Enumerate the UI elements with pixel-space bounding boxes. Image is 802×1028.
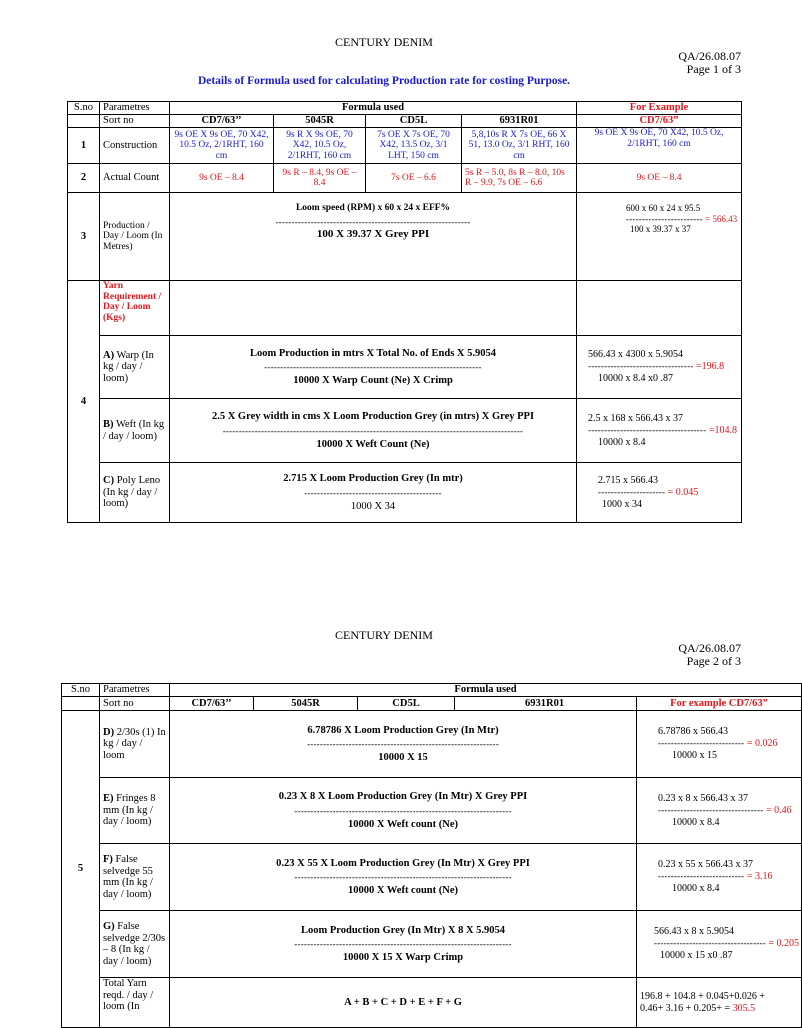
fraction-line: -------------------------------------------: [304, 487, 442, 498]
formula-table-page1: [67, 101, 742, 523]
row5d-example-num: 6.78786 x 566.43: [658, 726, 728, 737]
row5f-example-num: 0.23 x 55 x 566.43 x 37: [658, 859, 753, 870]
row5d-example: [637, 711, 802, 778]
row4b-numerator: 2.5 X Grey width in cms X Loom Production Grey (in mtrs) X Grey PPI: [211, 411, 535, 422]
row4c-label: C): [103, 475, 115, 487]
row1-example: 9s OE X 9s OE, 70 X42, 10.5 Oz, 2/1RHT, 160 cm: [577, 128, 742, 164]
row5-total-example-line1: 196.8 + 104.8 + 0.045+0.026 +: [640, 990, 766, 1002]
row4c-param: [100, 463, 170, 523]
row2-param: Actual Count: [100, 164, 170, 193]
fraction-line: -------------------------------------------------------------: [275, 216, 471, 227]
row5g-text: False selvedge 2/30s – 8 (In kg / day / loom): [103, 921, 166, 967]
sort-cd7: CD7/63’’: [170, 115, 274, 128]
row4b-example-line: ------------------------------------- =104.8: [588, 424, 737, 436]
row5f-example-result: = 3.16: [746, 871, 773, 882]
fraction-line: --------------------------------------------------------------------: [264, 362, 482, 372]
page-number: Page 1 of 3: [686, 62, 741, 76]
formula-table-page2: [61, 683, 802, 1028]
row4-heading: Yarn Requirement / Day / Loom (Kgs): [100, 281, 170, 336]
row5d-text: 2/30s (1) In kg / day / loom: [103, 726, 166, 761]
row4c-text: Poly Leno (In kg / day / loom): [103, 475, 161, 510]
row4b-label: B): [103, 419, 114, 430]
col-sno-header-page2: S.no: [62, 684, 100, 697]
row4b-example-num: 2.5 x 168 x 566.43 x 37: [588, 412, 684, 424]
row5e-formula: [170, 778, 637, 844]
row3-example-result: = 566.43: [705, 213, 738, 224]
row4a-example: [577, 336, 742, 399]
sort-no-label-page2: Sort no: [100, 697, 170, 711]
sort-cd5l: CD5L: [366, 115, 462, 128]
row4a-example-result: =196.8: [696, 361, 725, 372]
fraction-line: ------------------------------------------------------------: [307, 739, 499, 749]
row5e-example-result: = 0.46: [766, 804, 792, 816]
row5e-example-line: --------------------------------- = 0.46: [658, 804, 792, 816]
fraction-line: --------------------------------------------------------------------: [294, 939, 512, 949]
row5d-formula: [170, 711, 637, 778]
row4b-example-result: =104.8: [708, 424, 737, 436]
row3-example-den: 100 x 39.37 x 37: [630, 224, 691, 234]
row5g-example-result: = 0.205: [768, 938, 800, 949]
row5e-text: Fringes 8 mm (In kg / day / loom): [103, 793, 156, 828]
sort-6931r01: 6931R01: [462, 115, 577, 128]
row5e-example: [637, 778, 802, 844]
row4b-formula: [170, 399, 577, 463]
row3-example-line: ------------------------ = 566.43: [626, 213, 738, 224]
example-header-page2: For example CD7/63”: [637, 697, 802, 711]
row5g-numerator: Loom Production Grey (In Mtr) X 8 X 5.9054: [300, 924, 506, 936]
sort-no-label: Sort no: [100, 115, 170, 128]
doc-ref-block: [678, 50, 741, 76]
row4c-example-result: = 0.045: [667, 486, 699, 498]
row1-val-cd5l: 7s OE X 7s OE, 70 X42, 13.5 Oz, 3/1 LHT, 150 cm: [366, 128, 462, 164]
row5g-example: [637, 911, 802, 978]
row2-val-cd5l: 7s OE – 6.6: [366, 164, 462, 193]
row4a-example-num: 566.43 x 4300 x 5.9054: [588, 349, 684, 360]
col-param-header-page2: Parametres: [100, 684, 170, 697]
row5d-denominator: 10000 X 15: [378, 752, 428, 763]
row4c-example: [577, 463, 742, 523]
row4b-denominator: 10000 X Weft Count (Ne): [316, 438, 430, 450]
row3-denominator: 100 X 39.37 X Grey PPI: [316, 227, 430, 240]
doc-ref-page2: QA/26.08.07: [678, 641, 741, 655]
row5d-numerator: 6.78786 X Loom Production Grey (In Mtr): [307, 724, 499, 736]
row5g-example-num: 566.43 x 8 x 5.9054: [654, 926, 734, 937]
row5g-param: [100, 911, 170, 978]
row5f-param: [100, 844, 170, 911]
company-header: CENTURY DENIM: [335, 35, 433, 49]
row4a-text: Warp (In kg / day / loom): [103, 349, 154, 384]
row5f-example: [637, 844, 802, 911]
row5e-param: [100, 778, 170, 844]
row5e-denominator: 10000 X Weft count (Ne): [347, 818, 459, 830]
row4c-example-num: 2.715 x 566.43: [598, 474, 659, 486]
row2-val-6931r01: 5s R – 5.0, 8s R – 8.0, 10s R – 9.9, 7s OE – 6.6: [462, 164, 577, 193]
row5g-label: G): [103, 921, 115, 932]
row4c-numerator: 2.715 X Loom Production Grey (In mtr): [283, 473, 463, 484]
row5f-denominator: 10000 X Weft count (Ne): [347, 885, 459, 896]
row3-param: Production / Day / Loom (In Metres): [100, 193, 170, 281]
row4a-label: A): [103, 349, 115, 361]
row4b-param: [100, 399, 170, 463]
row4c-denominator: 1000 X 34: [350, 500, 396, 512]
col-formula-header: Formula used: [170, 102, 577, 115]
row5f-text: False selvedge 55 mm (In kg / day / loom): [103, 854, 153, 900]
row4-sno: 4: [68, 281, 100, 523]
row4a-formula: [170, 336, 577, 399]
row3-example-num: 600 x 60 x 24 x 95.5: [626, 203, 701, 213]
row4c-example-line: --------------------- = 0.045: [598, 486, 699, 498]
row4a-numerator: Loom Production in mtrs X Total No. of Ends X 5.9054: [250, 347, 497, 359]
sort-cd5l-page2: CD5L: [358, 697, 455, 711]
row5-total-formula: A + B + C + D + E + F + G: [170, 978, 637, 1028]
row4a-example-den: 10000 x 8.4 x0 .87: [598, 373, 674, 384]
row5d-example-result: = 0.026: [746, 738, 778, 749]
col-sno-header: S.no: [68, 102, 100, 115]
document-subtitle: Details of Formula used for calculating Production rate for costing Purpose.: [197, 75, 571, 87]
example-sort: CD7/63”: [577, 115, 742, 128]
row3-formula: [170, 193, 577, 281]
row5g-denominator: 10000 X 15 X Warp Crimp: [342, 952, 464, 963]
row5e-example-num: 0.23 x 8 x 566.43 x 37: [658, 792, 748, 804]
row4a-denominator: 10000 X Warp Count (Ne) X Crimp: [293, 375, 453, 386]
row5g-example-line: ----------------------------------- = 0.205: [654, 938, 800, 949]
row3-example: [577, 193, 742, 281]
row1-sno: 1: [68, 128, 100, 164]
row2-val-5045r: 9s R – 8.4, 9s OE – 8.4: [274, 164, 366, 193]
page-number-page2: Page 2 of 3: [686, 654, 741, 668]
doc-ref: QA/26.08.07: [678, 49, 741, 63]
row5-total-example-result: 305.5: [732, 1002, 756, 1014]
col-param-header: Parametres: [100, 102, 170, 115]
row2-example: 9s OE – 8.4: [577, 164, 742, 193]
row5-sno: 5: [62, 711, 100, 1028]
row2-val-cd7: 9s OE – 8.4: [170, 164, 274, 193]
row4b-text: Weft (In kg / day / loom): [103, 419, 165, 442]
row5g-formula: [170, 911, 637, 978]
row5f-numerator: 0.23 X 55 X Loom Production Grey (In Mtr) X Grey PPI: [276, 857, 530, 869]
row3-numerator: Loom speed (RPM) x 60 x 24 x EFF%: [295, 203, 451, 213]
row5e-example-den: 10000 x 8.4: [672, 816, 720, 828]
row5g-example-den: 10000 x 15 x0 .87: [660, 950, 733, 961]
sort-6931r01-page2: 6931R01: [455, 697, 637, 711]
row5d-param: [100, 711, 170, 778]
row5e-label: E): [103, 793, 114, 805]
row1-val-5045r: 9s R X 9s OE, 70 X42, 10.5 Oz, 2/1RHT, 160 cm: [274, 128, 366, 164]
row1-val-6931r01: 5,8,10s R X 7s OE, 66 X 51, 13.0 Oz, 3/1 RHT, 160 cm: [462, 128, 577, 164]
row4a-example-line: --------------------------------- =196.8: [588, 361, 725, 372]
row5-total-example: [637, 978, 802, 1028]
row5f-formula: [170, 844, 637, 911]
row1-val-cd7: 9s OE X 9s OE, 70 X42, 10.5 Oz, 2/1RHT, 160 cm: [170, 128, 274, 164]
row3-sno: 3: [68, 193, 100, 281]
company-header-page2: CENTURY DENIM: [335, 628, 433, 642]
fraction-line: ----------------------------------------------------------------------------------------------: [222, 425, 524, 436]
row4c-formula: [170, 463, 577, 523]
col-formula-header-page2: Formula used: [170, 684, 802, 697]
sort-5045r-page2: 5045R: [254, 697, 358, 711]
row4b-example-den: 10000 x 8.4: [598, 436, 646, 448]
row5d-example-line: --------------------------- = 0.026: [658, 738, 778, 749]
sort-5045r: 5045R: [274, 115, 366, 128]
row4b-example: [577, 399, 742, 463]
row5e-numerator: 0.23 X 8 X Loom Production Grey (In Mtr) X Grey PPI: [278, 791, 528, 802]
row5f-example-den: 10000 x 8.4: [672, 883, 720, 894]
fraction-line: --------------------------------------------------------------------: [294, 805, 512, 816]
row5d-example-den: 10000 x 15: [672, 750, 717, 761]
row2-sno: 2: [68, 164, 100, 193]
row5-total-example-line2: 0.46+ 3.16 + 0.205+ =: [640, 1002, 731, 1014]
fraction-line: --------------------------------------------------------------------: [294, 872, 512, 882]
col-example-header: For Example: [577, 102, 742, 115]
row5-total-param: Total Yarn reqd. / day / loom (In: [100, 978, 170, 1028]
row4c-example-den: 1000 x 34: [602, 498, 643, 510]
row1-param: Construction: [100, 128, 170, 164]
doc-ref-block-page2: [678, 642, 741, 668]
row5f-label: F): [103, 854, 113, 865]
row5d-label: D): [103, 726, 115, 738]
sort-cd7-page2: CD7/63’’: [170, 697, 254, 711]
row5f-example-line: --------------------------- = 3.16: [658, 871, 773, 882]
row4a-param: [100, 336, 170, 399]
